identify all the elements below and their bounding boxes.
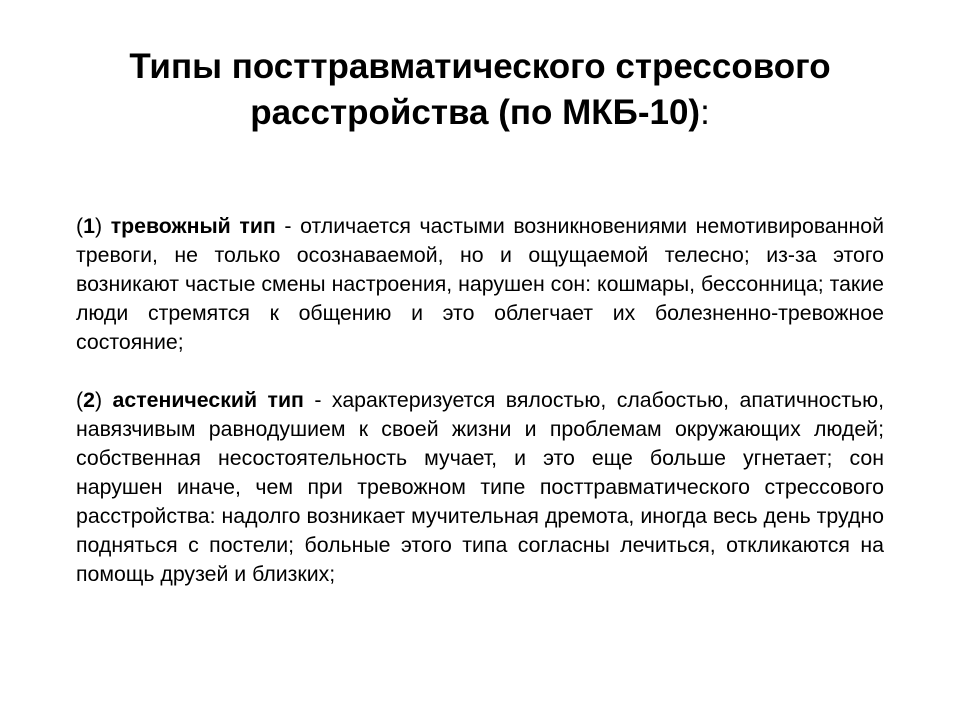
paragraph-text: - отличается частыми возникновениями немотивированной тревоги, не только осознаваемой, но и ощущаемой телесно; из-за этого возникают частые смены настроения, нарушен сон: кошмары, бессонница; такие люди стремятся к общению и это облегчает их болезненно-тревожное состояние; [76, 214, 885, 354]
paragraph-term: тревожный тип [110, 214, 276, 238]
paragraph-close-paren: ) [94, 388, 103, 412]
slide-body [76, 212, 884, 589]
paragraph-number: 1 [83, 214, 95, 238]
paragraph-number: 2 [83, 388, 95, 412]
paragraph-term: астенический тип [112, 388, 304, 412]
paragraph-text: - характеризуется вялостью, слабостью, апатичностью, навязчивым равнодушием к своей жизни и проблемам окружающих людей; собственная несостоятельность мучает, и это еще больше угнетает; сон нарушен иначе, чем при тревожном типе посттравматического стрессового расстройства: надолго возникает мучительная дремота, иногда весь день трудно подняться с постели; больные этого типа согласны лечиться, откликаются на помощь друзей и близких; [76, 388, 885, 586]
title-line-1: Типы посттравматического стрессового [129, 47, 831, 86]
paragraph-close-paren: ) [94, 214, 103, 238]
title-line-2: расстройства (по МКБ-10) [250, 93, 701, 132]
slide-title [60, 44, 900, 136]
title-colon: : [700, 93, 710, 132]
paragraph-open-paren: ( [76, 388, 84, 412]
paragraph-asthenic-type [76, 386, 884, 589]
paragraph-anxious-type [76, 212, 884, 357]
paragraph-open-paren: ( [76, 214, 84, 238]
